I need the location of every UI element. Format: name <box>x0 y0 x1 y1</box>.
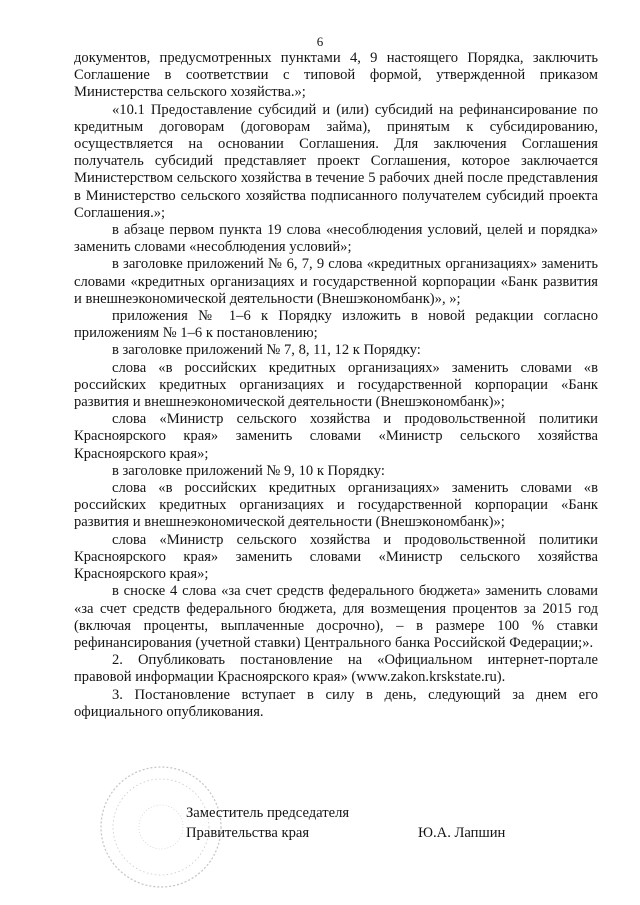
paragraph: документов, предусмотренных пунктами 4, 9 настоящего Порядка, заключить Соглашение в соответствии с типовой формой, утвержденной приказом Министерства сельского хозяйства.»; <box>74 50 598 101</box>
paragraph: в заголовке приложений № 7, 8, 11, 12 к Порядку: <box>112 342 421 359</box>
paragraph: «10.1 Предоставление субсидий и (или) субсидий на рефинансирование по кредитным договорам (договорам займа), принятым к субсидированию, осуществляется на основании Соглашения. Для заключения Соглашения получатель субсидий представляет проект Соглашения, которое заключается Министерством сельского хозяйства в течение 5 рабочих дней после представления в Министерство сельского хозяйства подписанного получателем субсидий проекта Соглашения.»; <box>74 101 598 221</box>
paragraph: 2. Опубликовать постановление на «Официальном интернет-портале правовой информации Красноярского края» (www.zakon.krskstate.ru). <box>74 652 598 686</box>
paragraph: 3. Постановление вступает в силу в день, следующий за днем его официального опубликования. <box>74 686 598 720</box>
document-body <box>74 50 598 721</box>
signature-block <box>0 803 640 863</box>
signatory-name: Ю.А. Лапшин <box>418 825 506 841</box>
signatory-title-line1: Заместитель председателя <box>186 805 350 821</box>
paragraph: в абзаце первом пункта 19 слова «несоблюдения условий, целей и порядка» заменить словами «несоблюдения условий»; <box>74 222 598 256</box>
paragraph: слова «Министр сельского хозяйства и продовольственной политики Красноярского края» заменить словами «Министр сельского хозяйства Красноярского края»; <box>74 531 598 583</box>
signatory-title <box>186 803 349 843</box>
paragraph: в сноске 4 слова «за счет средств федерального бюджета» заменить словами «за счет средств федерального бюджета, для возмещения процентов за 2015 год (включая проценты, выплаченные досрочно), – в размере 100 % ставки рефинансирования (учетной ставки) Центрального банка Российской Федерации;». <box>74 583 598 651</box>
paragraph: слова «в российских кредитных организациях» заменить словами «в российских кредитных организациях и государственной корпорации «Банк развития и внешнеэкономической деятельности (Внешэкономбанк)»; <box>74 359 598 411</box>
paragraph: в заголовке приложений № 9, 10 к Порядку: <box>112 462 385 479</box>
signatory-title-line2: Правительства края <box>186 825 310 841</box>
page-number: 6 <box>316 34 324 49</box>
paragraph: слова «Министр сельского хозяйства и продовольственной политики Красноярского края» заменить словами «Министр сельского хозяйства Красноярского края»; <box>74 411 598 462</box>
paragraph: в заголовке приложений № 6, 7, 9 слова «кредитных организациях» заменить словами «кредитных организациях и государственной корпорации «Банк развития и внешнеэкономической деятельности (Внешэкономбанк)», »; <box>74 256 598 307</box>
paragraph: слова «в российских кредитных организациях» заменить словами «в российских кредитных организациях и государственной корпорации «Банк развития и внешнеэкономической деятельности (Внешэкономбанк)»; <box>74 480 598 531</box>
paragraph: приложения № 1–6 к Порядку изложить в новой редакции согласно приложениям № 1–6 к постановлению; <box>74 308 598 342</box>
